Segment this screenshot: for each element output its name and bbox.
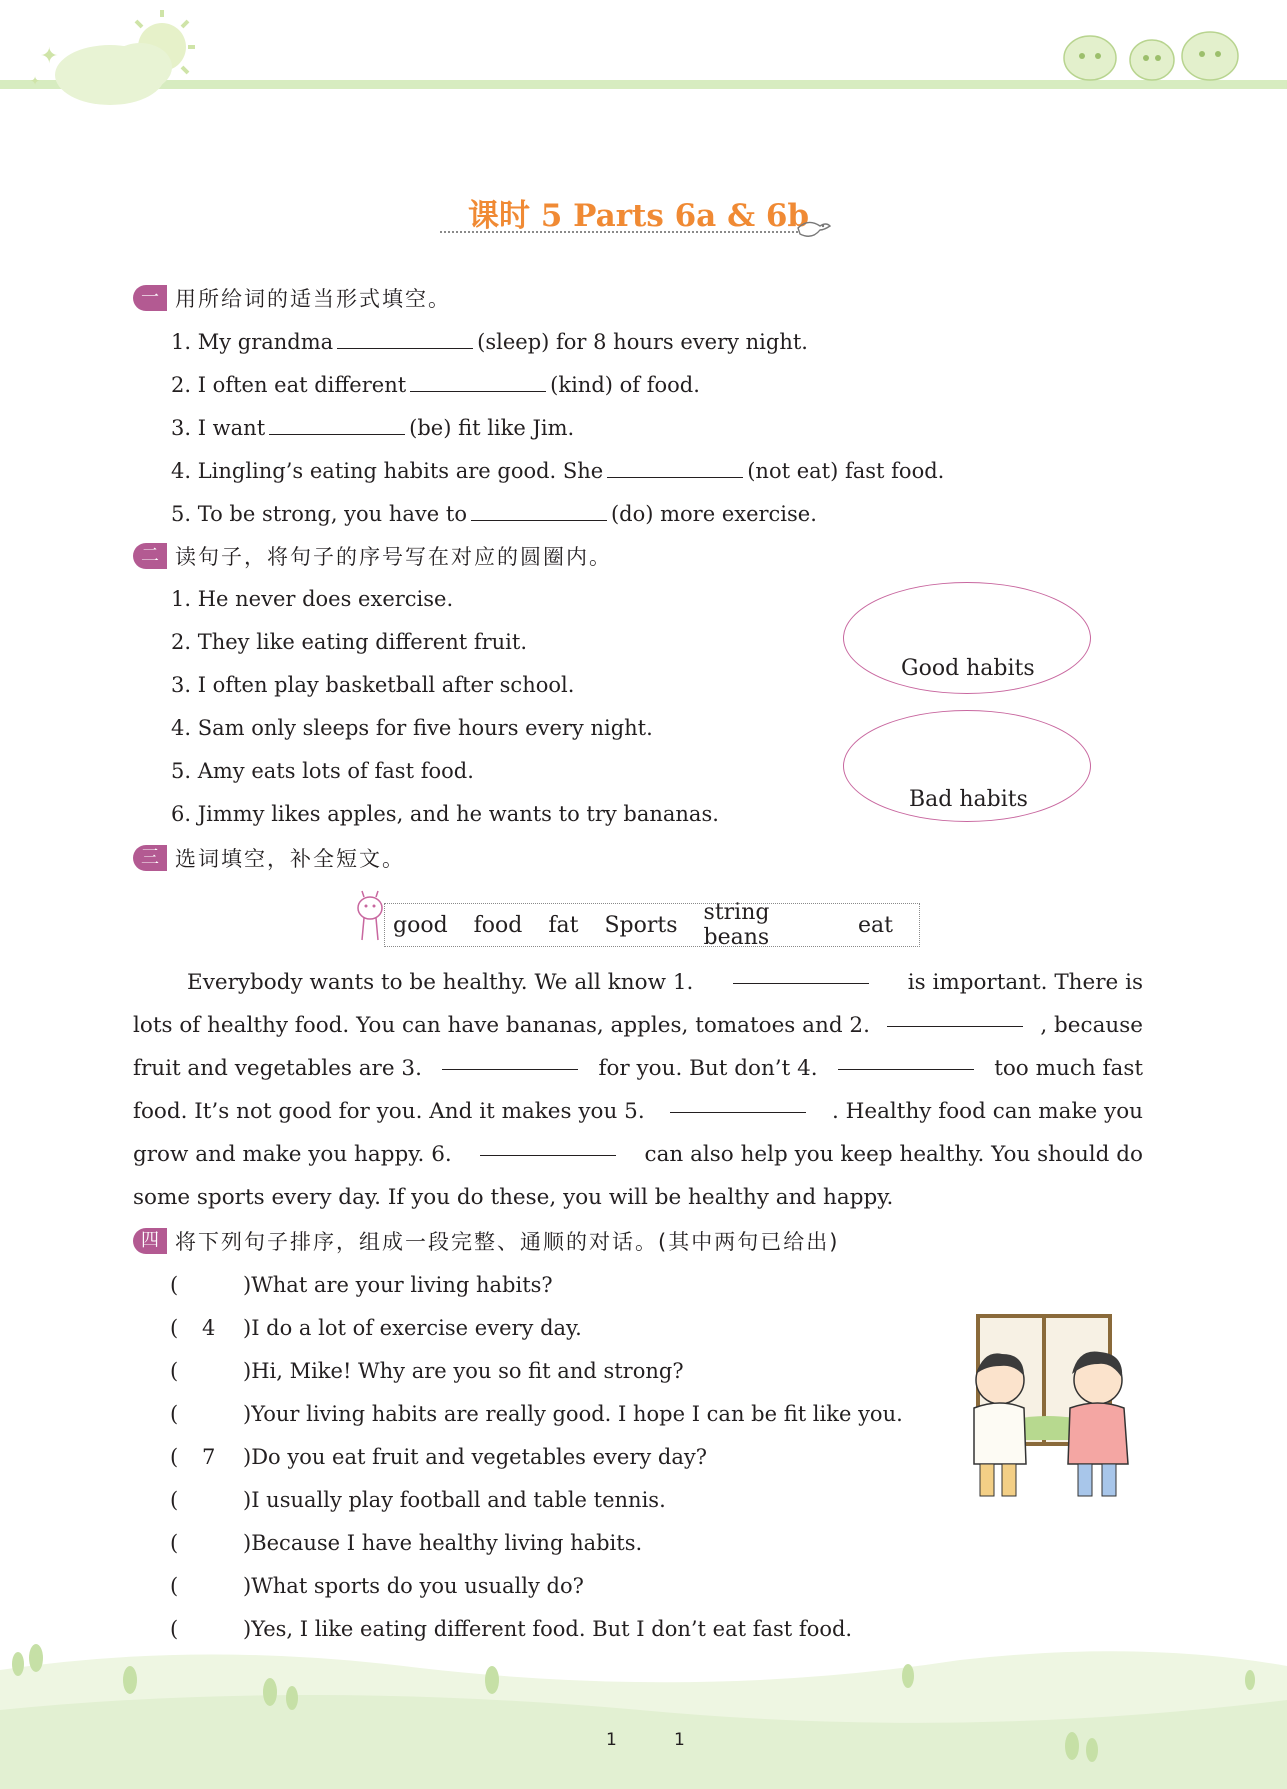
dialogue-line: ( )What are your living habits? [170,1273,553,1297]
passage-line: Everybody wants to be healthy. We all know 1. is important. There is [133,961,1143,1004]
answer-blank[interactable] [410,369,546,392]
dialogue-line: ( )I usually play football and table tennis. [170,1488,666,1512]
section-badge: 一 [133,285,167,311]
svg-text:✦: ✦ [30,74,41,88]
word-option: fat [548,912,579,938]
dialogue-line: ( 7 )Do you eat fruit and vegetables every day? [170,1442,707,1472]
animal-faces-icon [1060,22,1250,84]
answer-blank[interactable] [269,412,405,435]
title-underline [440,231,798,233]
dialogue-line: ( )Because I have healthy living habits. [170,1531,643,1555]
section-1-heading [133,283,451,313]
sentence-item: 3. I often play basketball after school. [171,673,575,697]
giraffe-icon [352,888,388,944]
answer-blank[interactable] [480,1133,616,1156]
lesson-title-block [440,190,860,236]
good-habits-label: Good habits [901,656,1035,681]
section-title: 选词填空，补全短文。 [175,847,405,871]
fill-item: 4. Lingling’s eating habits are good. She (not eat) fast food. [171,455,944,486]
dialogue-line: ( 4 )I do a lot of exercise every day. [170,1313,582,1343]
answer-blank[interactable] [733,961,869,984]
word-option: string beans [703,900,770,950]
answer-blank[interactable] [887,1004,1023,1027]
fill-item: 1. My grandma (sleep) for 8 hours every night. [171,326,808,357]
page-number-right: 1 [674,1730,685,1750]
grass-hills-footer [0,1640,1287,1789]
section-badge: 二 [133,543,167,569]
sentence-item: 2. They like eating different fruit. [171,630,527,654]
sentence-item: 1. He never does exercise. [171,587,454,611]
passage-line: some sports every day. If you do these, you will be healthy and happy. [133,1185,894,1210]
passage-line: lots of healthy food. You can have bananas, apples, tomatoes and 2. , because [133,1004,1143,1047]
svg-text:✦: ✦ [40,44,59,69]
word-option: good [393,912,448,938]
answer-blank[interactable] [337,326,473,349]
sentence-item: 5. Amy eats lots of fast food. [171,759,474,783]
order-number[interactable]: 4 [202,1316,216,1340]
dialogue-line: ( )Hi, Mike! Why are you so fit and strong? [170,1359,684,1383]
section-3-heading [133,843,405,873]
sentence-item: 4. Sam only sleeps for five hours every night. [171,716,653,740]
sentence-item: 6. Jimmy likes apples, and he wants to try bananas. [171,802,719,826]
answer-blank[interactable] [442,1047,578,1070]
page-number-left: 1 [606,1730,617,1750]
sun-cloud-icon [20,5,210,115]
passage [133,961,1143,1219]
word-bank [384,900,920,950]
answer-blank[interactable] [471,498,607,521]
fill-item: 3. I want (be) fit like Jim. [171,412,574,443]
lesson-title: 课时 5 Parts 6a & 6b [468,198,810,234]
fill-item: 2. I often eat different (kind) of food. [171,369,700,400]
section-2-heading [133,541,612,571]
answer-blank[interactable] [838,1047,974,1070]
word-option: food [473,912,523,938]
section-badge: 四 [133,1228,167,1254]
dialogue-line: ( )Your living habits are really good. I hope I can be fit like you. [170,1402,903,1426]
fill-item: 5. To be strong, you have to (do) more exercise. [171,498,817,529]
bad-habits-label: Bad habits [909,787,1028,812]
bird-icon [796,216,832,242]
passage-line: grow and make you happy. 6. can also help you keep healthy. You should do [133,1133,1143,1176]
word-option: Sports [604,912,678,938]
answer-blank[interactable] [607,455,743,478]
section-4-heading [133,1226,839,1256]
two-boys-illustration [944,1314,1144,1498]
passage-line: fruit and vegetables are 3. for you. But don’t 4. too much fast [133,1047,1143,1090]
section-title: 读句子，将句子的序号写在对应的圆圈内。 [175,545,612,569]
word-option: eat [858,912,893,938]
section-title: 将下列句子排序，组成一段完整、通顺的对话。(其中两句已给出) [175,1230,840,1254]
dialogue-line: ( )What sports do you usually do? [170,1574,584,1598]
answer-blank[interactable] [670,1090,806,1113]
passage-line: food. It’s not good for you. And it makes you 5. . Healthy food can make you [133,1090,1143,1133]
section-title: 用所给词的适当形式填空。 [175,287,451,311]
section-badge: 三 [133,845,167,871]
order-number[interactable]: 7 [202,1445,216,1469]
dialogue-line: ( )Yes, I like eating different food. But I don’t eat fast food. [170,1617,853,1641]
